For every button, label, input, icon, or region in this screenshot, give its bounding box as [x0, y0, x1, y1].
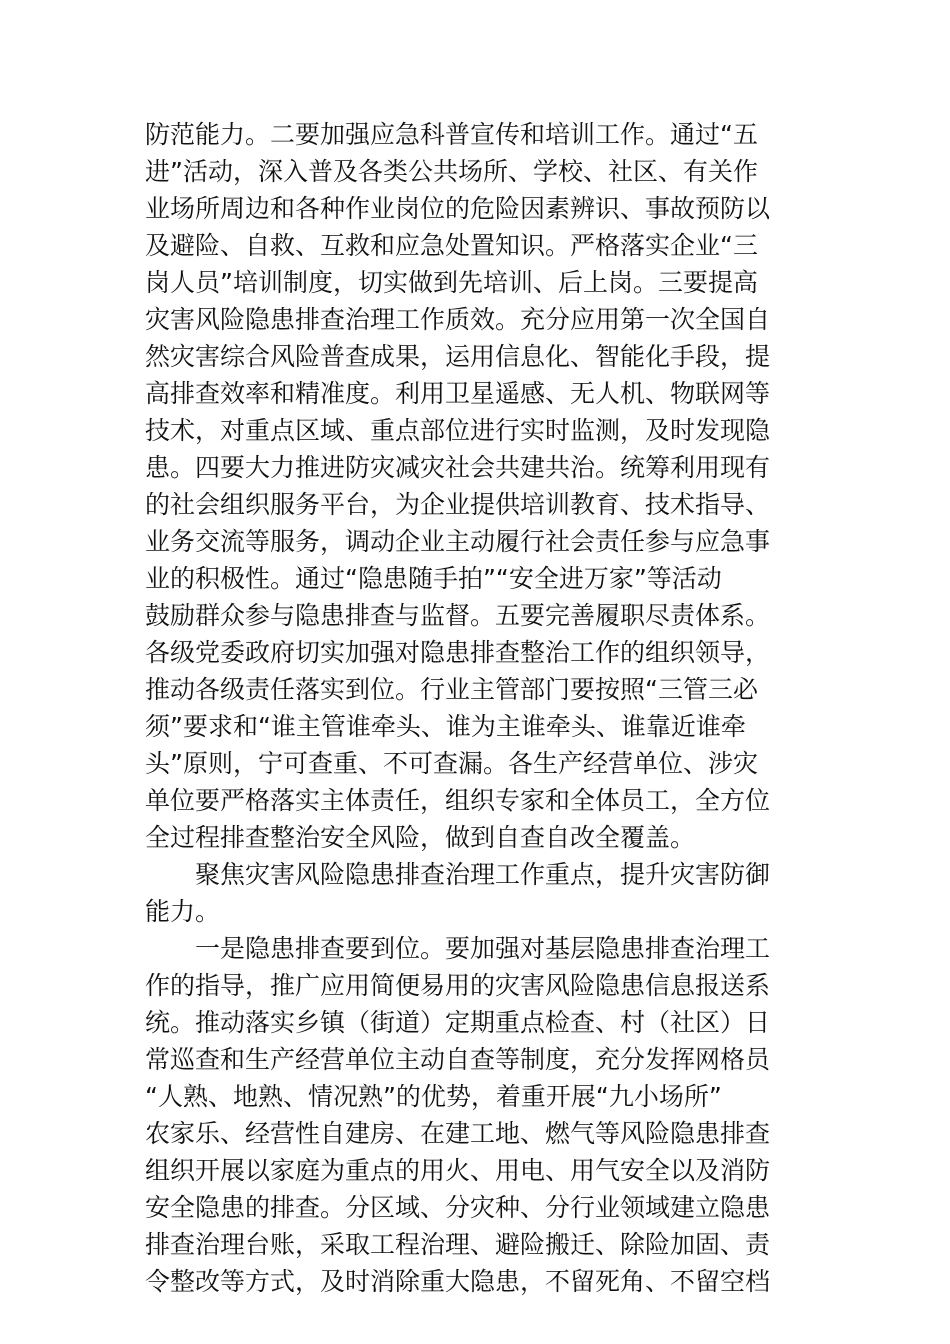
text-line: 高排查效率和精准度。利用卫星遥感、无人机、物联网等 [145, 379, 771, 408]
text-line: 业的积极性。通过“隐患随手拍”“安全进万家”等活动 [145, 564, 722, 593]
text-line: 鼓励群众参与隐患排查与监督。五要完善履职尽责体系。 [145, 601, 771, 630]
text-line: 农家乐、经营性自建房、在建工地、燃气等风险隐患排查 [145, 1119, 771, 1148]
text-line: 令整改等方式，及时消除重大隐患，不留死角、不留空档 [145, 1267, 771, 1296]
text-line: 全过程排查整治安全风险，做到自查自改全覆盖。 [145, 823, 696, 852]
text-line: 患。四要大力推进防灾减灾社会共建共治。统筹利用现有 [145, 453, 771, 482]
text-line: 技术，对重点区域、重点部位进行实时监测，及时发现隐 [145, 416, 771, 445]
text-line: 作的指导，推广应用简便易用的灾害风险隐患信息报送系 [145, 971, 771, 1000]
text-line: 灾害风险隐患排查治理工作质效。充分应用第一次全国自 [145, 305, 771, 334]
text-line: 的社会组织服务平台，为企业提供培训教育、技术指导、 [145, 490, 771, 519]
text-line: 然灾害综合风险普查成果，运用信息化、智能化手段，提 [145, 342, 771, 371]
text-line: 防范能力。二要加强应急科普宣传和培训工作。通过“五 [145, 120, 758, 149]
text-line: 须”要求和“谁主管谁牵头、谁为主谁牵头、谁靠近谁牵 [145, 712, 746, 741]
section-heading-line: 聚焦灾害风险隐患排查治理工作重点，提升灾害防御 [145, 860, 771, 889]
text-line: 各级党委政府切实加强对隐患排查整治工作的组织领导， [145, 638, 771, 667]
text-line: 头”原则，宁可查重、不可查漏。各生产经营单位、涉灾 [145, 749, 758, 778]
text-line: 安全隐患的排查。分区域、分灾种、分行业领域建立隐患 [145, 1193, 771, 1222]
text-line: 业场所周边和各种作业岗位的危险因素辨识、事故预防以 [145, 194, 771, 223]
text-line: 进”活动，深入普及各类公共场所、学校、社区、有关作 [145, 157, 758, 186]
text-line: 推动各级责任落实到位。行业主管部门要按照“三管三必 [145, 675, 758, 704]
section-heading-line: 能力。 [145, 897, 221, 926]
text-line: 及避险、自救、互救和应急处置知识。严格落实企业“三 [145, 231, 758, 260]
text-line: 业务交流等服务，调动企业主动履行社会责任参与应急事 [145, 527, 771, 556]
text-line: “人熟、地熟、情况熟”的优势，着重开展“九小场所” [145, 1082, 722, 1111]
text-line: 常巡查和生产经营单位主动自查等制度，充分发挥网格员 [145, 1045, 771, 1074]
text-line: 岗人员”培训制度，切实做到先培训、后上岗。三要提高 [145, 268, 758, 297]
text-line: 统。推动落实乡镇（街道）定期重点检查、村（社区）日 [145, 1008, 771, 1037]
body-text [145, 116, 810, 1300]
text-line: 单位要严格落实主体责任，组织专家和全体员工，全方位 [145, 786, 771, 815]
paragraph-start-line: 一是隐患排查要到位。要加强对基层隐患排查治理工 [145, 934, 771, 963]
text-line: 排查治理台账，采取工程治理、避险搬迁、除险加固、责 [145, 1230, 771, 1259]
text-line: 组织开展以家庭为重点的用火、用电、用气安全以及消防 [145, 1156, 771, 1185]
